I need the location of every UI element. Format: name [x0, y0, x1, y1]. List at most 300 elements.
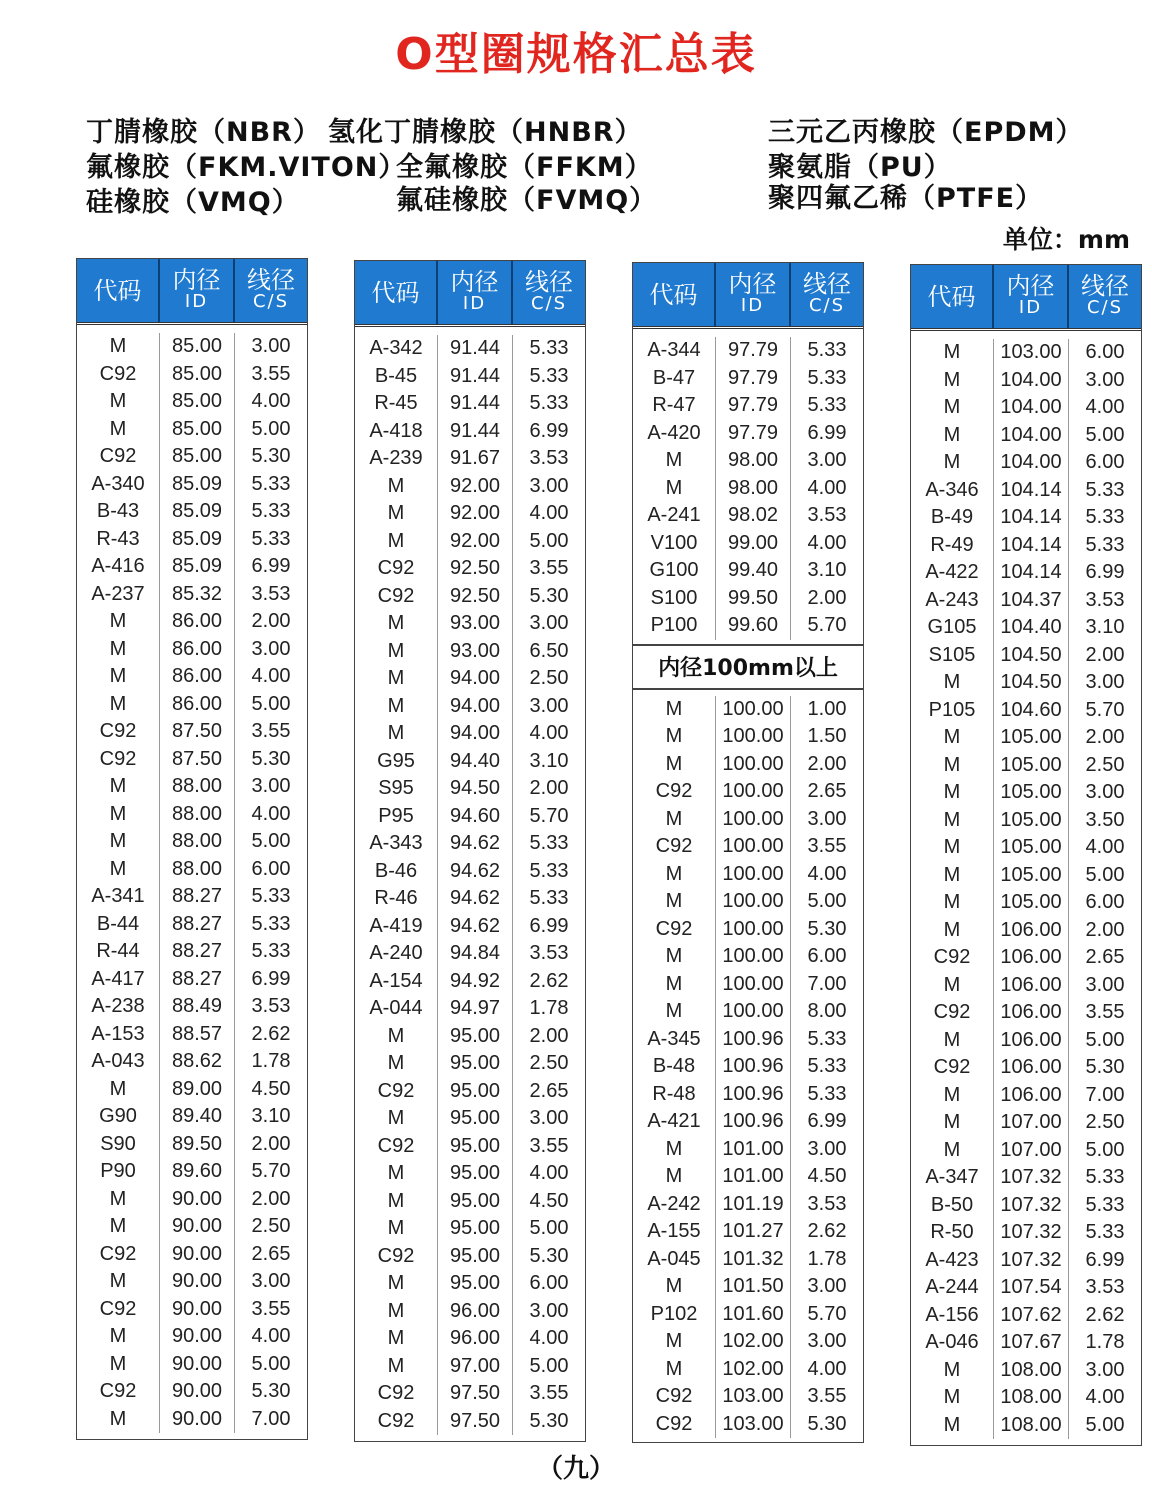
cell-inner-diameter: 106.00 — [994, 1082, 1069, 1110]
cell-cross-section: 2.00 — [1085, 918, 1125, 941]
material-pu: 聚氨脂（PU） — [768, 152, 952, 183]
cell-cross-section: 5.33 — [1085, 1166, 1125, 1189]
cell-code: M — [77, 663, 160, 691]
table-row — [911, 532, 1141, 560]
table-row — [77, 526, 307, 554]
cell-inner-diameter: 101.00 — [716, 1136, 791, 1164]
cell-code: G90 — [77, 1103, 160, 1131]
header-id-label: 内径 — [728, 269, 777, 298]
cell-inner-diameter: 85.00 — [160, 443, 235, 471]
cell-code: A-347 — [911, 1164, 994, 1192]
cell-cross-section: 3.00 — [251, 335, 291, 358]
table-row — [633, 1053, 863, 1081]
cell-inner-diameter: 104.14 — [994, 532, 1069, 560]
cell-code: S95 — [355, 775, 438, 803]
cell-cross-section: 5.33 — [251, 912, 291, 935]
cell-inner-diameter: 100.96 — [716, 1053, 791, 1081]
cell-inner-diameter: 108.00 — [994, 1357, 1069, 1385]
cell-code: M — [911, 834, 994, 862]
cell-code: G105 — [911, 614, 994, 642]
table-row — [911, 752, 1141, 780]
cell-inner-diameter: 100.00 — [716, 998, 791, 1026]
cell-inner-diameter: 100.00 — [716, 833, 791, 861]
table-row — [355, 885, 585, 913]
cell-inner-diameter: 90.00 — [160, 1268, 235, 1296]
spec-table-1 — [76, 258, 308, 1440]
cell-cross-section: 3.00 — [529, 694, 569, 717]
cell-inner-diameter: 107.00 — [994, 1137, 1069, 1165]
table-row — [633, 806, 863, 834]
cell-inner-diameter: 88.00 — [160, 828, 235, 856]
header-id-sub: ID — [462, 292, 487, 314]
material-nbr: 丁腈橡胶（NBR） — [86, 117, 321, 148]
cell-code: A-340 — [77, 471, 160, 499]
table-row — [355, 1078, 585, 1106]
cell-cross-section: 3.00 — [1085, 671, 1125, 694]
cell-inner-diameter: 100.00 — [716, 861, 791, 889]
cell-inner-diameter: 106.00 — [994, 917, 1069, 945]
cell-cross-section: 5.33 — [1085, 506, 1125, 529]
cell-inner-diameter: 86.00 — [160, 608, 235, 636]
cell-cross-section: 5.33 — [1085, 533, 1125, 556]
cell-cross-section: 5.33 — [807, 394, 847, 417]
table-row — [911, 944, 1141, 972]
cell-cross-section: 2.00 — [529, 1024, 569, 1047]
cell-cross-section: 6.00 — [1085, 891, 1125, 914]
table-row — [77, 1378, 307, 1406]
cell-code: C92 — [355, 1380, 438, 1408]
table-row — [633, 943, 863, 971]
cell-cross-section: 4.00 — [251, 1325, 291, 1348]
table-row — [633, 585, 863, 613]
table-row — [77, 1351, 307, 1379]
cell-inner-diameter: 88.00 — [160, 856, 235, 884]
section-divider-label: 内径100mm以上 — [633, 644, 863, 690]
cell-cross-section: 5.33 — [1085, 1193, 1125, 1216]
cell-cross-section: 2.65 — [529, 1079, 569, 1102]
cell-inner-diameter: 105.00 — [994, 807, 1069, 835]
cell-inner-diameter: 96.00 — [438, 1298, 513, 1326]
cell-code: M — [355, 1188, 438, 1216]
table-row — [911, 394, 1141, 422]
cell-inner-diameter: 100.00 — [716, 751, 791, 779]
cell-code: C92 — [911, 944, 994, 972]
table-row — [633, 833, 863, 861]
table-row — [77, 1021, 307, 1049]
cell-cross-section: 6.00 — [1085, 341, 1125, 364]
cell-cross-section: 5.70 — [251, 1160, 291, 1183]
header-id-label: 内径 — [172, 265, 221, 294]
table-row — [633, 612, 863, 640]
cell-code: M — [355, 720, 438, 748]
cell-cross-section: 2.00 — [251, 1132, 291, 1155]
cell-code: M — [911, 917, 994, 945]
cell-inner-diameter: 97.79 — [716, 365, 791, 393]
table-row — [911, 1357, 1141, 1385]
cell-inner-diameter: 97.79 — [716, 392, 791, 420]
cell-inner-diameter: 98.00 — [716, 447, 791, 475]
table-row — [77, 471, 307, 499]
table-row — [633, 1026, 863, 1054]
cell-cross-section: 5.30 — [251, 1380, 291, 1403]
cell-code: S105 — [911, 642, 994, 670]
cell-code: M — [633, 861, 716, 889]
cell-inner-diameter: 95.00 — [438, 1188, 513, 1216]
table-row — [633, 971, 863, 999]
cell-inner-diameter: 104.14 — [994, 559, 1069, 587]
cell-cross-section: 5.00 — [529, 529, 569, 552]
cell-cross-section: 5.00 — [251, 830, 291, 853]
cell-cross-section: 5.33 — [251, 500, 291, 523]
table-row — [633, 1356, 863, 1384]
table-row — [355, 1133, 585, 1161]
cell-cross-section: 3.53 — [1085, 1276, 1125, 1299]
cell-cross-section: 5.33 — [1085, 478, 1125, 501]
cell-code: P100 — [633, 612, 716, 640]
table-row — [633, 1108, 863, 1136]
cell-cross-section: 3.53 — [529, 942, 569, 965]
table-header — [355, 261, 585, 327]
table-row — [77, 773, 307, 801]
cell-code: C92 — [911, 1054, 994, 1082]
table-row — [911, 807, 1141, 835]
header-id-sub: ID — [740, 294, 765, 316]
table-row — [77, 443, 307, 471]
cell-inner-diameter: 97.79 — [716, 337, 791, 365]
cell-code: A-421 — [633, 1108, 716, 1136]
cell-code: M — [911, 367, 994, 395]
cell-cross-section: 5.33 — [251, 885, 291, 908]
cell-inner-diameter: 100.00 — [716, 778, 791, 806]
cell-inner-diameter: 91.44 — [438, 335, 513, 363]
cell-cross-section: 4.00 — [529, 1162, 569, 1185]
cell-code: M — [355, 1215, 438, 1243]
cell-cross-section: 5.00 — [529, 1354, 569, 1377]
cell-inner-diameter: 94.62 — [438, 885, 513, 913]
table-row — [911, 1247, 1141, 1275]
cell-inner-diameter: 85.09 — [160, 471, 235, 499]
cell-code: C92 — [77, 746, 160, 774]
cell-inner-diameter: 88.27 — [160, 883, 235, 911]
table-row — [633, 475, 863, 503]
cell-cross-section: 5.00 — [807, 890, 847, 913]
cell-code: M — [355, 610, 438, 638]
cell-cross-section: 4.00 — [807, 1357, 847, 1380]
cell-inner-diameter: 100.96 — [716, 1081, 791, 1109]
cell-cross-section: 4.00 — [251, 802, 291, 825]
cell-code: C92 — [633, 833, 716, 861]
cell-cross-section: 5.33 — [807, 339, 847, 362]
table-row — [355, 995, 585, 1023]
cell-cross-section: 5.70 — [807, 1302, 847, 1325]
cell-cross-section: 5.00 — [1085, 1028, 1125, 1051]
cell-inner-diameter: 89.00 — [160, 1076, 235, 1104]
cell-inner-diameter: 85.00 — [160, 416, 235, 444]
table-row — [77, 1131, 307, 1159]
cell-inner-diameter: 95.00 — [438, 1105, 513, 1133]
cell-code: A-345 — [633, 1026, 716, 1054]
cell-code: M — [77, 333, 160, 361]
table-row — [355, 968, 585, 996]
cell-code: M — [355, 1160, 438, 1188]
material-vmq: 硅橡胶（VMQ） — [86, 187, 300, 218]
table-row — [633, 861, 863, 889]
cell-inner-diameter: 94.40 — [438, 748, 513, 776]
cell-code: M — [355, 1270, 438, 1298]
cell-code: M — [355, 1105, 438, 1133]
cell-code: M — [633, 723, 716, 751]
table-row — [355, 830, 585, 858]
cell-code: C92 — [633, 778, 716, 806]
cell-inner-diameter: 94.60 — [438, 803, 513, 831]
cell-inner-diameter: 101.19 — [716, 1191, 791, 1219]
table-row — [911, 1412, 1141, 1440]
cell-code: A-344 — [633, 337, 716, 365]
cell-code: M — [911, 1137, 994, 1165]
header-cs-label: 线径 — [1081, 271, 1129, 300]
table-row — [77, 663, 307, 691]
cell-inner-diameter: 85.00 — [160, 361, 235, 389]
cell-cross-section: 2.62 — [807, 1220, 847, 1243]
cell-inner-diameter: 90.00 — [160, 1378, 235, 1406]
table-row — [355, 803, 585, 831]
header-cs-sub: C/S — [808, 294, 846, 316]
cell-inner-diameter: 100.00 — [716, 943, 791, 971]
header-cs-sub: C/S — [530, 292, 568, 314]
cell-code: M — [77, 1323, 160, 1351]
cell-inner-diameter: 89.40 — [160, 1103, 235, 1131]
table-row — [355, 775, 585, 803]
cell-code: M — [633, 806, 716, 834]
cell-inner-diameter: 104.60 — [994, 697, 1069, 725]
cell-inner-diameter: 107.00 — [994, 1109, 1069, 1137]
cell-cross-section: 2.50 — [529, 1052, 569, 1075]
cell-cross-section: 5.33 — [529, 887, 569, 910]
table-row — [77, 718, 307, 746]
cell-inner-diameter: 92.50 — [438, 555, 513, 583]
cell-inner-diameter: 99.50 — [716, 585, 791, 613]
cell-code: C92 — [355, 1133, 438, 1161]
cell-inner-diameter: 90.00 — [160, 1406, 235, 1434]
cell-inner-diameter: 90.00 — [160, 1241, 235, 1269]
cell-inner-diameter: 92.00 — [438, 500, 513, 528]
cell-inner-diameter: 94.97 — [438, 995, 513, 1023]
table-row — [77, 636, 307, 664]
header-code — [355, 261, 438, 324]
cell-cross-section: 2.65 — [807, 780, 847, 803]
cell-cross-section: 3.00 — [1085, 1358, 1125, 1381]
cell-inner-diameter: 92.50 — [438, 583, 513, 611]
cell-cross-section: 2.50 — [251, 1215, 291, 1238]
cell-code: M — [911, 394, 994, 422]
table-row — [77, 388, 307, 416]
cell-inner-diameter: 104.00 — [994, 367, 1069, 395]
cell-code: R-49 — [911, 532, 994, 560]
cell-cross-section: 4.50 — [529, 1189, 569, 1212]
material-fvmq: 氟硅橡胶（FVMQ） — [396, 185, 658, 216]
cell-code: M — [77, 1213, 160, 1241]
header-inner-diameter — [160, 259, 235, 322]
cell-cross-section: 5.30 — [529, 1244, 569, 1267]
cell-code: A-419 — [355, 913, 438, 941]
cell-cross-section: 2.50 — [1085, 753, 1125, 776]
cell-code: C92 — [77, 1241, 160, 1269]
cell-inner-diameter: 101.32 — [716, 1246, 791, 1274]
cell-cross-section: 3.53 — [807, 1192, 847, 1215]
cell-inner-diameter: 101.60 — [716, 1301, 791, 1329]
cell-inner-diameter: 95.00 — [438, 1160, 513, 1188]
cell-inner-diameter: 107.32 — [994, 1164, 1069, 1192]
cell-code: R-43 — [77, 526, 160, 554]
spec-table-4 — [910, 264, 1142, 1446]
table-row — [911, 1054, 1141, 1082]
material-ffkm: 全氟橡胶（FFKM） — [396, 152, 653, 183]
cell-code: C92 — [77, 361, 160, 389]
cell-inner-diameter: 100.00 — [716, 971, 791, 999]
table-row — [911, 834, 1141, 862]
cell-cross-section: 7.00 — [251, 1407, 291, 1430]
table-row — [911, 1137, 1141, 1165]
header-inner-diameter — [994, 265, 1069, 328]
cell-inner-diameter: 85.09 — [160, 553, 235, 581]
cell-inner-diameter: 102.00 — [716, 1328, 791, 1356]
cell-inner-diameter: 90.00 — [160, 1213, 235, 1241]
cell-code: A-240 — [355, 940, 438, 968]
cell-code: M — [77, 856, 160, 884]
table-row — [355, 1105, 585, 1133]
cell-cross-section: 6.50 — [529, 639, 569, 662]
material-ptfe: 聚四氟乙稀（PTFE） — [768, 183, 1044, 214]
table-row — [633, 723, 863, 751]
table-row — [355, 528, 585, 556]
header-inner-diameter — [716, 263, 791, 326]
table-row — [355, 940, 585, 968]
cell-code: C92 — [633, 916, 716, 944]
table-row — [77, 1241, 307, 1269]
cell-inner-diameter: 106.00 — [994, 999, 1069, 1027]
cell-inner-diameter: 94.00 — [438, 665, 513, 693]
cell-code: M — [911, 1027, 994, 1055]
cell-inner-diameter: 105.00 — [994, 724, 1069, 752]
cell-code: M — [77, 636, 160, 664]
cell-code: M — [633, 1136, 716, 1164]
table-row — [911, 367, 1141, 395]
cell-code: M — [911, 807, 994, 835]
table-row — [355, 1380, 585, 1408]
header-cross-section — [235, 259, 307, 322]
cell-code: R-47 — [633, 392, 716, 420]
cell-inner-diameter: 100.00 — [716, 696, 791, 724]
cell-inner-diameter: 94.62 — [438, 858, 513, 886]
cell-code: B-44 — [77, 911, 160, 939]
cell-code: P102 — [633, 1301, 716, 1329]
cell-cross-section: 6.00 — [807, 945, 847, 968]
cell-inner-diameter: 102.00 — [716, 1356, 791, 1384]
cell-cross-section: 3.10 — [807, 559, 847, 582]
table-row — [77, 361, 307, 389]
table-row — [77, 856, 307, 884]
cell-code: M — [355, 528, 438, 556]
cell-cross-section: 5.33 — [807, 1027, 847, 1050]
cell-inner-diameter: 100.00 — [716, 723, 791, 751]
cell-code: M — [633, 447, 716, 475]
table-row — [355, 693, 585, 721]
cell-inner-diameter: 107.32 — [994, 1219, 1069, 1247]
cell-inner-diameter: 101.27 — [716, 1218, 791, 1246]
table-row — [355, 390, 585, 418]
cell-inner-diameter: 93.00 — [438, 638, 513, 666]
cell-inner-diameter: 92.00 — [438, 473, 513, 501]
cell-cross-section: 3.10 — [529, 749, 569, 772]
table-row — [355, 473, 585, 501]
table-row — [355, 1270, 585, 1298]
table-row — [911, 504, 1141, 532]
table-header — [911, 265, 1141, 331]
cell-inner-diameter: 100.96 — [716, 1026, 791, 1054]
cell-cross-section: 1.78 — [1085, 1331, 1125, 1354]
cell-cross-section: 3.50 — [1085, 808, 1125, 831]
table-row — [911, 1329, 1141, 1357]
table-row — [355, 1050, 585, 1078]
cell-code: M — [633, 971, 716, 999]
cell-code: B-47 — [633, 365, 716, 393]
cell-inner-diameter: 98.02 — [716, 502, 791, 530]
cell-inner-diameter: 95.00 — [438, 1270, 513, 1298]
cell-code: M — [633, 998, 716, 1026]
cell-code: M — [911, 1412, 994, 1440]
cell-inner-diameter: 97.00 — [438, 1353, 513, 1381]
cell-cross-section: 5.00 — [1085, 1138, 1125, 1161]
table-row — [77, 1158, 307, 1186]
cell-cross-section: 8.00 — [807, 1000, 847, 1023]
cell-code: M — [911, 422, 994, 450]
cell-cross-section: 4.00 — [251, 390, 291, 413]
cell-inner-diameter: 106.00 — [994, 972, 1069, 1000]
table-row — [911, 1082, 1141, 1110]
table-row — [355, 363, 585, 391]
cell-inner-diameter: 88.27 — [160, 938, 235, 966]
header-code-label: 代码 — [93, 276, 142, 305]
table-row — [633, 557, 863, 585]
table-row — [77, 1048, 307, 1076]
cell-code: P105 — [911, 697, 994, 725]
cell-inner-diameter: 95.00 — [438, 1215, 513, 1243]
cell-code: M — [633, 751, 716, 779]
cell-cross-section: 6.99 — [807, 1110, 847, 1133]
cell-inner-diameter: 108.00 — [994, 1384, 1069, 1412]
cell-code: M — [633, 696, 716, 724]
table-row — [77, 1296, 307, 1324]
cell-code: M — [355, 1050, 438, 1078]
table-row — [633, 1218, 863, 1246]
cell-cross-section: 2.00 — [251, 1187, 291, 1210]
cell-cross-section: 3.00 — [1085, 973, 1125, 996]
cell-code: A-239 — [355, 445, 438, 473]
cell-code: M — [77, 608, 160, 636]
table-row — [77, 993, 307, 1021]
table-row — [911, 1164, 1141, 1192]
cell-code: C92 — [355, 583, 438, 611]
page-title: O型圈规格汇总表 — [395, 29, 757, 80]
table-row — [633, 1383, 863, 1411]
cell-code: C92 — [633, 1411, 716, 1439]
cell-cross-section: 5.33 — [1085, 1221, 1125, 1244]
cell-code: A-238 — [77, 993, 160, 1021]
spec-table-2 — [354, 260, 586, 1442]
cell-code: S90 — [77, 1131, 160, 1159]
cell-code: C92 — [77, 718, 160, 746]
cell-cross-section: 2.00 — [807, 752, 847, 775]
